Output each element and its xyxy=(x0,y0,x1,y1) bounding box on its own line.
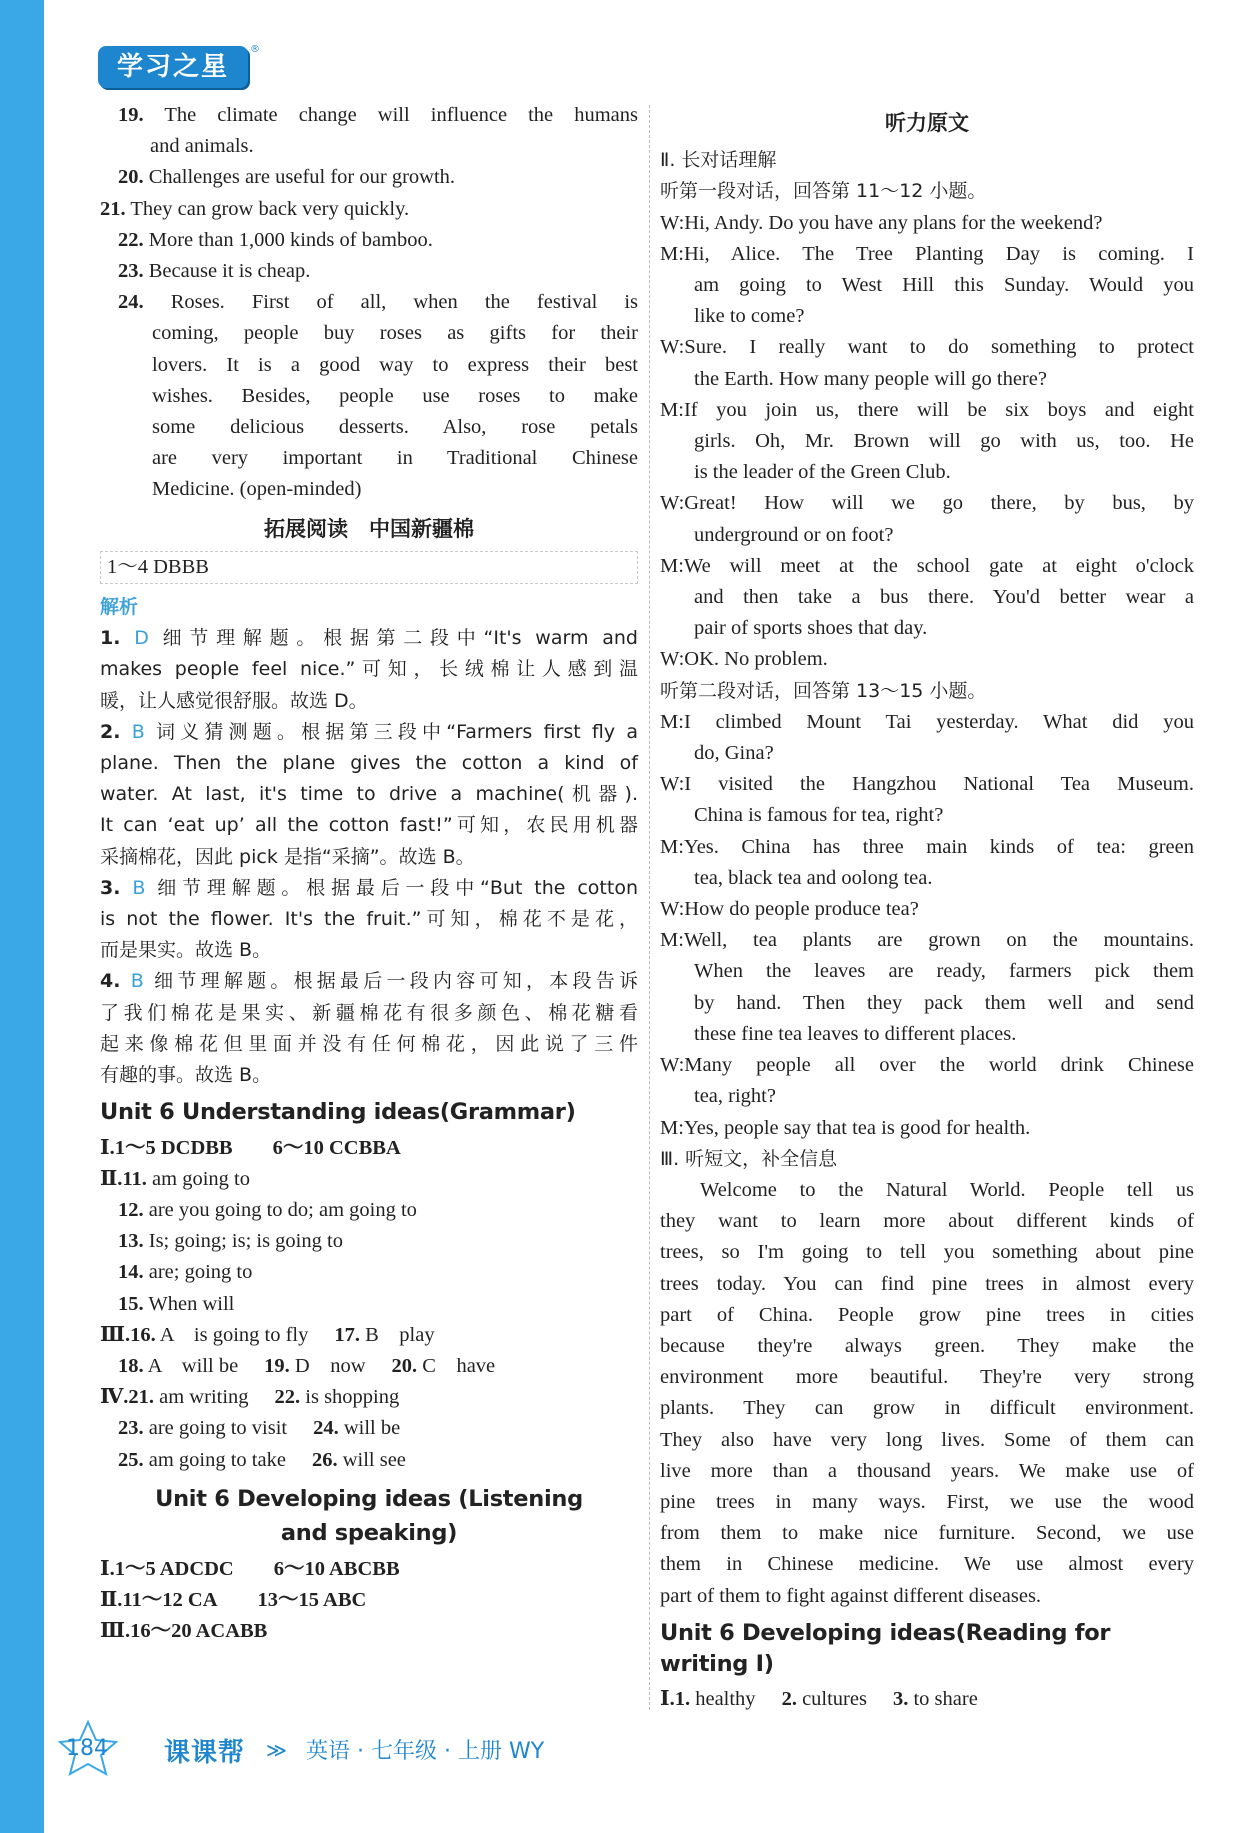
speaker: W: xyxy=(660,1054,685,1077)
answer-range: 6～10 CCBBA xyxy=(272,1136,401,1159)
dialog-text: China is famous for tea, right? xyxy=(694,804,944,827)
dialog-line xyxy=(660,988,1194,1019)
section-label: Ⅲ. xyxy=(100,1620,131,1643)
passage-line: They also have very long lives. Some of them can xyxy=(660,1428,1194,1451)
item-number: 23. xyxy=(118,260,144,283)
dialog-text: Sure. I really want to do something to protect xyxy=(684,336,1194,359)
speaker: M: xyxy=(660,835,684,858)
reading-answer-row xyxy=(660,1684,1194,1715)
dialog-line xyxy=(660,520,1194,551)
page-footer xyxy=(56,1718,1206,1788)
reading-title: 拓展阅读 中国新疆棉 xyxy=(264,516,474,541)
grammar-row xyxy=(100,1133,638,1164)
answer-text: is shopping xyxy=(305,1386,400,1409)
dialog-text: We will meet at the school gate at eight o'clock xyxy=(683,554,1194,577)
unit-title-reading: Unit 6 Developing ideas(Reading for writing Ⅰ) xyxy=(660,1619,1111,1677)
explanation-line xyxy=(100,748,638,779)
answer-text: are you going to do; am going to xyxy=(148,1198,417,1221)
answer-line xyxy=(100,474,638,505)
section-label: Ⅰ. xyxy=(660,1688,675,1711)
explanation-text: 了我们棉花是果实、新疆棉花有很多颜色、棉花糖看 xyxy=(100,1001,638,1024)
item-number: 21. xyxy=(100,197,126,220)
dialog-line xyxy=(660,738,1194,769)
dialog-text: do, Gina? xyxy=(694,742,774,765)
explanation-line xyxy=(100,873,638,904)
answer-range: 1～5 DCDBB xyxy=(114,1136,233,1159)
answer-text: More than 1,000 kinds of bamboo. xyxy=(148,228,433,251)
answer-text: The climate change will influence the humans xyxy=(164,104,639,126)
left-column xyxy=(100,100,638,1647)
passage-line: them in Chinese medicine. We use almost every xyxy=(660,1553,1194,1576)
grammar-row xyxy=(100,1351,638,1382)
page-number: 184 xyxy=(66,1736,108,1761)
item-number: 16. xyxy=(130,1323,156,1346)
unit-title-listening xyxy=(100,1482,638,1550)
side-color-strip xyxy=(0,0,44,1833)
item-number: 4. xyxy=(100,970,121,993)
dialog-line xyxy=(660,707,1194,738)
dialog-text: Well, tea plants are grown on the mountains. xyxy=(683,929,1194,952)
dialog-text: When the leaves are ready, farmers pick them xyxy=(694,960,1194,983)
passage-line: part of them to fight against different diseases. xyxy=(660,1584,1042,1607)
item-number: 26. xyxy=(311,1448,338,1471)
answer-line xyxy=(100,412,638,443)
dialog-line xyxy=(660,613,1194,644)
right-column xyxy=(660,100,1194,1715)
publisher-logo: 学习之星 xyxy=(98,46,248,88)
grammar-row xyxy=(100,1320,638,1351)
explanation-line xyxy=(100,717,638,748)
dialog-line xyxy=(660,863,1194,894)
section-label: Ⅳ. xyxy=(100,1386,129,1409)
answer-text: am writing xyxy=(159,1386,249,1409)
dialog-text: like to come? xyxy=(694,305,805,328)
speaker: M: xyxy=(660,554,684,577)
explanation-line xyxy=(100,810,638,841)
answer-range: 6～10 ABCBB xyxy=(273,1557,400,1580)
dialog-line xyxy=(660,1113,1194,1144)
passage-line: pine trees in many ways. First, we use the wood xyxy=(660,1490,1194,1513)
answer-range: 11～12 CA xyxy=(122,1588,218,1611)
answer-text: They can grow back very quickly. xyxy=(130,197,410,220)
passage-line: part of China. People grow pine trees in cities xyxy=(660,1303,1194,1326)
reading-answer-box: 1～4 DBBB xyxy=(100,551,638,584)
item-number: 17. xyxy=(334,1323,360,1346)
passage-line: they want to learn more about different kinds of xyxy=(660,1210,1194,1233)
listening-answer-row xyxy=(100,1616,638,1647)
explanation-text: is not the flower. It's the fruit.”可知，棉花不是花， xyxy=(100,908,638,931)
answer-letter: D xyxy=(134,627,149,650)
dialog-line xyxy=(660,644,1194,675)
answer-text: healthy xyxy=(695,1688,756,1711)
dialog-text: Hi, Andy. Do you have any plans for the weekend? xyxy=(684,211,1103,234)
answer-line xyxy=(100,100,638,131)
section-label: Ⅲ. xyxy=(100,1323,131,1346)
section-heading: Ⅲ. 听短文，补全信息 xyxy=(660,1147,838,1170)
grammar-row xyxy=(100,1257,638,1288)
chevron-icon: ≫ xyxy=(266,1738,287,1762)
explanation-line xyxy=(100,842,638,873)
dialog-line xyxy=(660,239,1194,270)
passage-line: because they're always green. They make the xyxy=(660,1334,1194,1357)
explanation-text: water. At last, it's time to drive a machine(机器). xyxy=(100,783,638,806)
answer-line xyxy=(100,350,638,381)
explanation-line xyxy=(100,623,638,654)
speaker: W: xyxy=(660,211,685,234)
answer-text: Roses. First of all, when the festival is xyxy=(170,291,639,314)
answer-letter: B xyxy=(130,970,144,993)
speaker: W: xyxy=(660,773,685,796)
dialog-text: I climbed Mount Tai yesterday. What did you xyxy=(683,710,1194,733)
answer-range: 13～15 ABC xyxy=(257,1588,367,1611)
explanation-text: 细节理解题。根据第二段中“It's warm and xyxy=(162,627,638,650)
explanation-text: 采摘棉花，因此 pick 是指“采摘”。故选 B。 xyxy=(100,845,475,868)
speaker: W: xyxy=(660,898,685,921)
answer-text: are going to visit xyxy=(148,1417,288,1440)
answer-text: A is going to fly xyxy=(159,1323,309,1346)
item-number: 1. xyxy=(674,1688,691,1711)
item-number: 12. xyxy=(118,1198,144,1221)
dialog-text: by hand. Then they pack them well and send xyxy=(694,991,1194,1014)
answer-text: D now xyxy=(294,1354,366,1377)
section-label: Ⅰ. xyxy=(100,1557,115,1580)
brand-name: 课课帮 xyxy=(164,1738,246,1768)
answer-text: When will xyxy=(148,1292,235,1315)
speaker: M: xyxy=(660,398,684,421)
grammar-row xyxy=(100,1195,638,1226)
dialog-text: Many people all over the world drink Chinese xyxy=(684,1054,1194,1077)
dialog-line xyxy=(660,769,1194,800)
item-number: 3. xyxy=(100,876,121,899)
dialog-text: How do people produce tea? xyxy=(684,898,919,921)
explanation-line xyxy=(100,966,638,997)
explanation-line xyxy=(100,1060,638,1091)
explanation-text: 细节理解题。根据最后一段中“But the cotton xyxy=(157,876,638,899)
answer-text: Medicine. (open-minded) xyxy=(152,478,362,501)
speaker: M: xyxy=(660,242,684,265)
speaker: W: xyxy=(660,648,685,671)
explanation-line xyxy=(100,779,638,810)
explanation-text: It can ‘eat up’ all the cotton fast!”可知，农民用机器 xyxy=(100,814,638,837)
answer-text: will be xyxy=(343,1417,401,1440)
item-number: 25. xyxy=(118,1448,144,1471)
dialog-line xyxy=(660,1019,1194,1050)
explanation-text: 词义猜测题。根据第三段中“Farmers first fly a xyxy=(155,720,638,743)
answer-text: am going to take xyxy=(148,1448,286,1471)
item-number: 13. xyxy=(118,1230,144,1253)
answer-letter: B xyxy=(131,720,145,743)
answer-line xyxy=(100,256,638,287)
listening-answer-row xyxy=(100,1585,638,1616)
answer-range: 1～5 ADCDC xyxy=(114,1557,234,1580)
item-number: 20. xyxy=(118,166,144,189)
item-number: 20. xyxy=(391,1354,418,1377)
item-number: 23. xyxy=(118,1417,144,1440)
item-number: 11. xyxy=(122,1167,147,1190)
dialog-text: underground or on foot? xyxy=(694,523,894,546)
dialog-line xyxy=(660,800,1194,831)
item-number: 14. xyxy=(118,1261,144,1284)
explanation-text: 有趣的事。故选 B。 xyxy=(100,1064,272,1087)
passage-line: plants. They can grow in difficult environment. xyxy=(660,1397,1194,1420)
passage-line: live more than a thousand years. We make use of xyxy=(660,1459,1194,1482)
section-label: Ⅰ. xyxy=(100,1136,115,1159)
item-number: 2. xyxy=(100,720,121,743)
dialog-line xyxy=(660,551,1194,582)
dialog-line xyxy=(660,457,1194,488)
dialog-text: tea, black tea and oolong tea. xyxy=(694,866,933,889)
title-line: Unit 6 Developing ideas (Listening xyxy=(155,1485,583,1512)
item-number: 3. xyxy=(892,1688,909,1711)
answer-text: some delicious desserts. Also, rose petals xyxy=(152,416,638,439)
transcript-title: 听力原文 xyxy=(885,111,969,135)
section-heading: Ⅱ. 长对话理解 xyxy=(660,149,777,172)
book-info: 英语 · 七年级 · 上册 WY xyxy=(306,1739,545,1764)
passage-line: environment more beautiful. They're very strong xyxy=(660,1366,1194,1389)
dialog-line xyxy=(660,894,1194,925)
answer-text: am going to xyxy=(152,1167,250,1190)
answer-text: Is; going; is; is going to xyxy=(148,1230,343,1253)
speaker: W: xyxy=(660,336,685,359)
answer-line xyxy=(100,131,638,162)
dialog-text: Great! How will we go there, by bus, by xyxy=(684,492,1194,515)
answer-text: wishes. Besides, people use roses to make xyxy=(152,384,638,407)
item-number: 19. xyxy=(264,1354,290,1377)
grammar-row xyxy=(100,1164,638,1195)
speaker: M: xyxy=(660,1116,684,1139)
item-number: 24. xyxy=(118,291,144,314)
dialog-line xyxy=(660,582,1194,613)
answer-text: cultures xyxy=(802,1688,867,1711)
answer-text: Challenges are useful for our growth. xyxy=(148,166,456,189)
dialog-intro: 听第一段对话，回答第 11～12 小题。 xyxy=(660,180,987,203)
item-number: 22. xyxy=(118,228,144,251)
dialog-text: Yes. China has three main kinds of tea: green xyxy=(683,835,1194,858)
passage-line: from them to make nice furniture. Second, we use xyxy=(660,1522,1194,1545)
dialog-line xyxy=(660,270,1194,301)
dialog-text: tea, right? xyxy=(694,1085,776,1108)
dialog-text: Yes, people say that tea is good for health. xyxy=(683,1116,1031,1139)
analysis-label: 解析 xyxy=(100,596,139,619)
dialog-text: I visited the Hangzhou National Tea Museum. xyxy=(684,773,1194,796)
answer-text: to share xyxy=(913,1688,978,1711)
answer-text: and animals. xyxy=(150,135,254,158)
speaker: M: xyxy=(660,929,684,952)
dialog-text: am going to West Hill this Sunday. Would you xyxy=(694,274,1194,297)
item-number: 1. xyxy=(100,627,121,650)
dialog-text: is the leader of the Green Club. xyxy=(694,461,951,484)
item-number: 2. xyxy=(781,1688,797,1711)
answer-text: will see xyxy=(342,1448,406,1471)
explanation-text: 起来像棉花但里面并没有任何棉花，因此说了三件 xyxy=(100,1032,638,1055)
answer-text: are; going to xyxy=(148,1261,253,1284)
registered-mark: ® xyxy=(250,44,260,55)
passage-line: Welcome to the Natural World. People tell us xyxy=(700,1178,1194,1201)
dialog-text: If you join us, there will be six boys and eight xyxy=(683,398,1194,421)
explanation-line xyxy=(100,998,638,1029)
dialog-text: the Earth. How many people will go there? xyxy=(694,367,1047,390)
dialog-line xyxy=(660,956,1194,987)
dialog-line xyxy=(660,426,1194,457)
grammar-row xyxy=(100,1226,638,1257)
answer-text: C have xyxy=(422,1354,496,1377)
answer-line xyxy=(100,162,638,193)
dialog-line xyxy=(660,364,1194,395)
dialog-text: and then take a bus there. You'd better wear a xyxy=(694,586,1194,609)
explanation-text: plane. Then the plane gives the cotton a kind of xyxy=(100,752,638,775)
section-label: Ⅱ. xyxy=(100,1588,123,1611)
dialog-text: pair of sports shoes that day. xyxy=(694,617,928,640)
dialog-text: OK. No problem. xyxy=(684,648,828,671)
section-label: Ⅱ. xyxy=(100,1167,123,1190)
title-line: and speaking) xyxy=(280,1519,458,1546)
explanation-text: makes people feel nice.”可知，长绒棉让人感到温 xyxy=(100,658,638,681)
unit-title-grammar: Unit 6 Understanding ideas(Grammar) xyxy=(100,1099,576,1126)
answer-line xyxy=(100,287,638,318)
answer-line xyxy=(100,225,638,256)
grammar-row xyxy=(100,1382,638,1413)
explanation-line xyxy=(100,935,638,966)
dialog-line xyxy=(660,925,1194,956)
dialog-text: these fine tea leaves to different places. xyxy=(694,1022,1017,1045)
explanation-text: 细节理解题。根据最后一段内容可知，本段告诉 xyxy=(154,970,638,993)
explanation-line xyxy=(100,1029,638,1060)
answer-text: A will be xyxy=(147,1354,239,1377)
explanation-line xyxy=(100,904,638,935)
column-divider xyxy=(649,105,650,1710)
speaker: W: xyxy=(660,492,685,515)
answer-letter: B xyxy=(132,876,146,899)
dialog-text: Hi, Alice. The Tree Planting Day is coming. I xyxy=(683,242,1194,265)
answer-line xyxy=(100,381,638,412)
explanation-line xyxy=(100,654,638,685)
dialog-line xyxy=(660,332,1194,363)
answer-range: 16～20 ACABB xyxy=(130,1620,268,1643)
dialog-line xyxy=(660,395,1194,426)
dialog-intro: 听第二段对话，回答第 13～15 小题。 xyxy=(660,679,987,702)
answer-text: lovers. It is a good way to express their best xyxy=(152,353,638,376)
listening-answer-row xyxy=(100,1554,638,1585)
answer-line xyxy=(100,318,638,349)
dialog-line xyxy=(660,832,1194,863)
explanation-text: 而是果实。故选 B。 xyxy=(100,939,272,962)
grammar-row xyxy=(100,1445,638,1476)
passage-line: trees today. You can find pine trees in almost every xyxy=(660,1272,1194,1295)
answer-text: coming, people buy roses as gifts for their xyxy=(152,322,638,345)
answer-text: Because it is cheap. xyxy=(148,260,311,283)
answer-text: B play xyxy=(365,1323,435,1346)
passage-line: trees, so I'm going to tell you something about pine xyxy=(660,1241,1194,1264)
explanation-line xyxy=(100,686,638,717)
answer-line xyxy=(100,194,638,225)
dialog-line xyxy=(660,301,1194,332)
dialog-line xyxy=(660,1050,1194,1081)
dialog-line xyxy=(660,208,1194,239)
dialog-line xyxy=(660,1081,1194,1112)
grammar-row xyxy=(100,1289,638,1320)
item-number: 22. xyxy=(274,1386,301,1409)
item-number: 15. xyxy=(118,1292,144,1315)
explanation-text: 暖，让人感觉很舒服。故选 D。 xyxy=(100,689,368,712)
grammar-row xyxy=(100,1413,638,1444)
answer-line xyxy=(100,443,638,474)
dialog-text: girls. Oh, Mr. Brown will go with us, too. He xyxy=(694,430,1194,453)
item-number: 24. xyxy=(313,1417,339,1440)
dialog-line xyxy=(660,488,1194,519)
item-number: 21. xyxy=(128,1386,155,1409)
item-number: 19. xyxy=(118,104,144,126)
item-number: 18. xyxy=(118,1354,144,1377)
answer-text: are very important in Traditional Chinese xyxy=(152,447,638,470)
speaker: M: xyxy=(660,710,684,733)
